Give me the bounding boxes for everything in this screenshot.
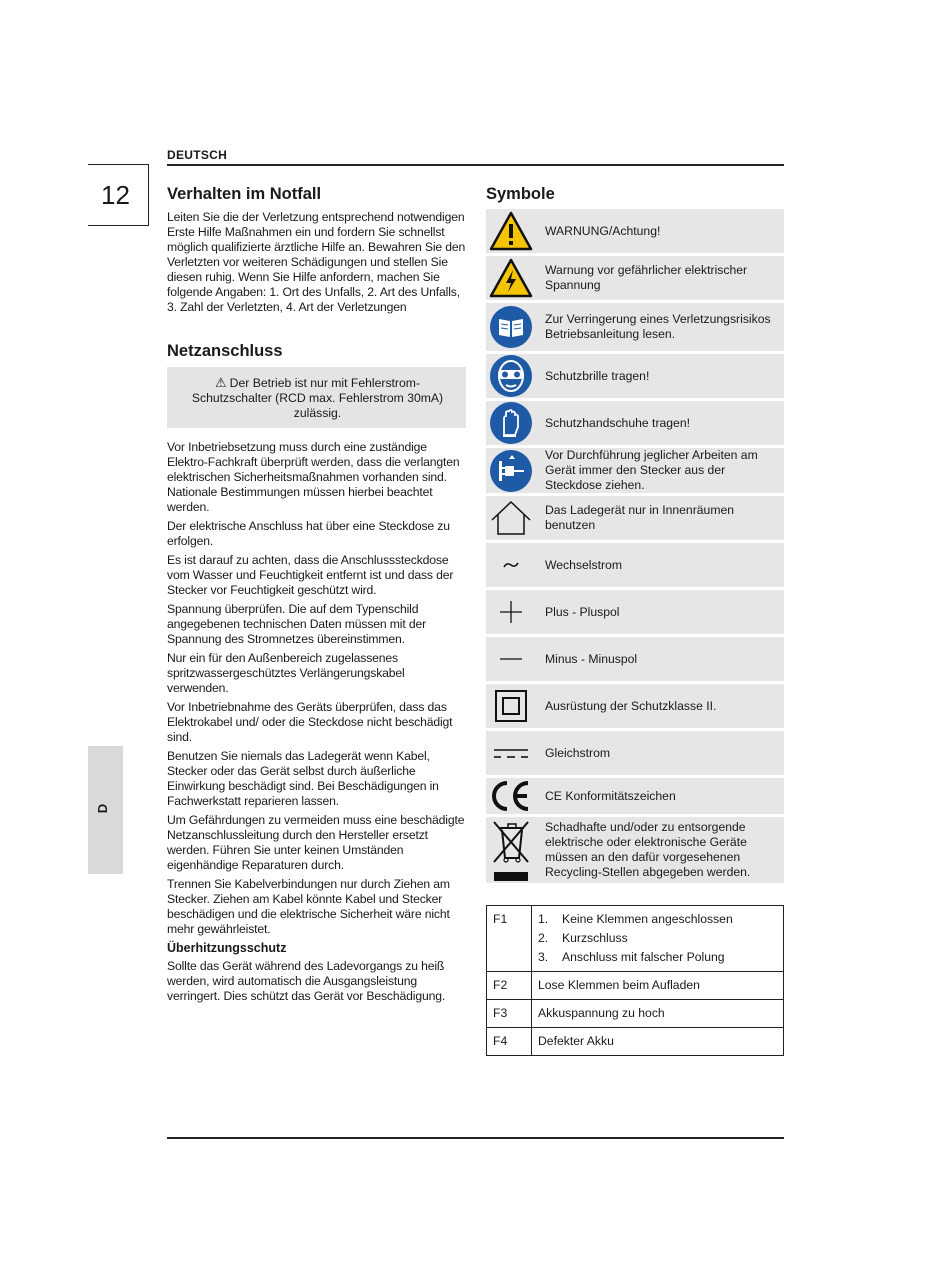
table-row: [487, 906, 784, 972]
list-item: 1. Keine Klemmen angeschlossen: [538, 912, 733, 926]
symbol-text: Warnung vor gefährlicher elektrischer Spannung: [545, 263, 748, 292]
symbol-row: [486, 637, 784, 681]
mains-heading: Netzanschluss: [167, 342, 283, 360]
symbol-text: Zur Verringerung eines Verletzungsrisikos Betriebsanleitung lesen.: [545, 312, 771, 341]
overheat-heading: Überhitzungsschutz: [167, 941, 287, 955]
left-column: [167, 184, 467, 1004]
protective-gloves-icon: [486, 401, 536, 445]
symbol-text: Plus - Pluspol: [545, 604, 620, 619]
rcd-notice-text: Der Betrieb ist nur mit Fehlerstrom-Schutzschalter (RCD max. Fehlerstrom 30mA) zulässig.: [191, 376, 444, 420]
error-code: F2: [487, 972, 532, 1000]
symbol-row: [486, 448, 784, 493]
symbol-row: [486, 778, 784, 814]
error-description: Defekter Akku: [532, 1028, 784, 1056]
safety-goggles-icon: [486, 354, 536, 398]
mains-paragraph: Es ist darauf zu achten, dass die Anschlusssteckdose vom Wasser und Feuchtigkeit entfernt ist und dass der Stecker vor Feuchtigkeit geschützt wird.: [167, 553, 454, 597]
symbols-heading: Symbole: [486, 185, 555, 203]
footer-rule: [167, 1137, 784, 1139]
symbol-row: [486, 684, 784, 728]
symbols-column: [486, 184, 784, 886]
header-rule: [167, 164, 784, 166]
symbol-text: Gleichstrom: [545, 745, 611, 760]
symbol-row: [486, 303, 784, 351]
indoor-house-icon: [486, 498, 536, 538]
emergency-text: Leiten Sie die der Verletzung entsprechend notwendigen Erste Hilfe Maßnahmen ein und fordern Sie schnellst möglich qualifizierte ärztliche Hilfe an. Bewahren Sie den Verletzten vor weiteren Schädigungen und stellen Sie diesen ruhig. Wenn Sie Hilfe anfordern, machen Sie folgende Angaben: 1. Ort des Unfalls, 2. Art des Unfalls, 3. Zahl der Verletzten, 4. Art der Verletzungen: [167, 210, 466, 314]
list-item: 2. Kurzschluss: [538, 931, 628, 945]
language-side-tab: [88, 746, 123, 874]
symbol-row: [486, 256, 784, 300]
mains-paragraph: Benutzen Sie niemals das Ladegerät wenn Kabel, Stecker oder das Gerät selbst durch äußerliche Einwirkung beschädigt sind. Bei Beschädigungen in Fachwerkstatt reparieren lassen.: [167, 749, 439, 808]
side-tab-label: D: [95, 803, 111, 814]
mains-paragraph: Vor Inbetriebsetzung muss durch eine zuständige Elektro-Fachkraft überprüft werden, dass die verlangten elektrischen Sicherheitsmaßnahmen vorhanden sind. Nationale Bestimmungen müssen hierbei beachtet werden.: [167, 440, 460, 514]
error-code: F4: [487, 1028, 532, 1056]
list-item: 3. Anschluss mit falscher Polung: [538, 950, 725, 964]
symbol-row: [486, 590, 784, 634]
table-row: [487, 1028, 784, 1056]
mains-paragraph: Spannung überprüfen. Die auf dem Typenschild angegebenen technischen Daten müssen mit der Spannung des Stromnetzes übereinstimmen.: [167, 602, 426, 646]
symbol-text: Schutzhandschuhe tragen!: [545, 415, 691, 430]
ac-tilde-icon: [486, 550, 536, 580]
error-description: Lose Klemmen beim Aufladen: [532, 972, 784, 1000]
emergency-heading: Verhalten im Notfall: [167, 185, 322, 203]
symbol-row: [486, 817, 784, 883]
table-row: [487, 1000, 784, 1028]
read-manual-icon: [486, 305, 536, 349]
protection-class-ii-icon: [486, 688, 536, 724]
overheat-text: Sollte das Gerät während des Ladevorgangs zu heiß werden, wird automatisch die Ausgangsleistung verringert. Dies schützt das Gerät vor Beschädigung.: [167, 959, 446, 1003]
mains-paragraph: Vor Inbetriebnahme des Geräts überprüfen, dass das Elektrokabel und/ oder die Steckdose nicht beschädigt sind.: [167, 700, 453, 744]
page-number: 12: [101, 180, 130, 210]
mains-paragraph: Der elektrische Anschluss hat über eine Steckdose zu erfolgen.: [167, 519, 450, 548]
symbol-row: [486, 543, 784, 587]
minus-icon: [486, 644, 536, 674]
electric-hazard-icon: [486, 258, 536, 298]
symbol-text: Ausrüstung der Schutzklasse II.: [545, 698, 717, 713]
symbol-text: Vor Durchführung jeglicher Arbeiten am Gerät immer den Stecker aus der Steckdose ziehen.: [545, 448, 758, 492]
symbol-row: [486, 496, 784, 540]
symbol-text: Das Ladegerät nur in Innenräumen benutzen: [545, 503, 735, 532]
unplug-icon: [486, 449, 536, 493]
symbol-text: WARNUNG/Achtung!: [545, 223, 661, 238]
rcd-notice: [167, 367, 466, 428]
warning-outline-icon: ⚠: [215, 375, 227, 390]
symbol-text: CE Konformitätszeichen: [545, 788, 676, 803]
error-code-table: [486, 905, 784, 1056]
symbol-row: [486, 401, 784, 445]
dc-icon: [486, 738, 536, 768]
error-code: F3: [487, 1000, 532, 1028]
mains-paragraph: Um Gefährdungen zu vermeiden muss eine beschädigte Netzanschlussleitung durch den Hersteller ersetzt werden. Führen Sie unter keinen Umständen eigenhändige Reparaturen durch.: [167, 813, 465, 872]
symbol-text: Schadhafte und/oder zu entsorgende elektrische oder elektronische Geräte müssen an den dafür vorgesehenen Recycling-Stellen abgegeben werden.: [545, 820, 751, 879]
language-header: DEUTSCH: [167, 148, 228, 162]
symbol-row: [486, 354, 784, 398]
error-code: F1: [487, 906, 532, 972]
error-description: Akkuspannung zu hoch: [532, 1000, 784, 1028]
symbol-row: [486, 731, 784, 775]
weee-bin-icon: [486, 818, 536, 882]
symbol-text: Schutzbrille tragen!: [545, 368, 650, 383]
table-row: [487, 972, 784, 1000]
error-cause-list: [538, 910, 777, 967]
symbol-text: Minus - Minuspol: [545, 651, 638, 666]
symbol-row: [486, 209, 784, 253]
mains-paragraph: Nur ein für den Außenbereich zugelassenes spritzwassergeschütztes Verlängerungskabel verwenden.: [167, 651, 405, 695]
mains-paragraph: Trennen Sie Kabelverbindungen nur durch Ziehen am Stecker. Ziehen am Kabel könnte Kabel und Stecker beschädigen und die elektrische Sicherheit wäre nicht mehr gewährleistet.: [167, 877, 450, 936]
symbol-text: Wechselstrom: [545, 557, 622, 572]
error-description: [532, 906, 784, 972]
plus-icon: [486, 597, 536, 627]
ce-mark-icon: [486, 779, 536, 813]
warning-triangle-icon: [486, 211, 536, 251]
